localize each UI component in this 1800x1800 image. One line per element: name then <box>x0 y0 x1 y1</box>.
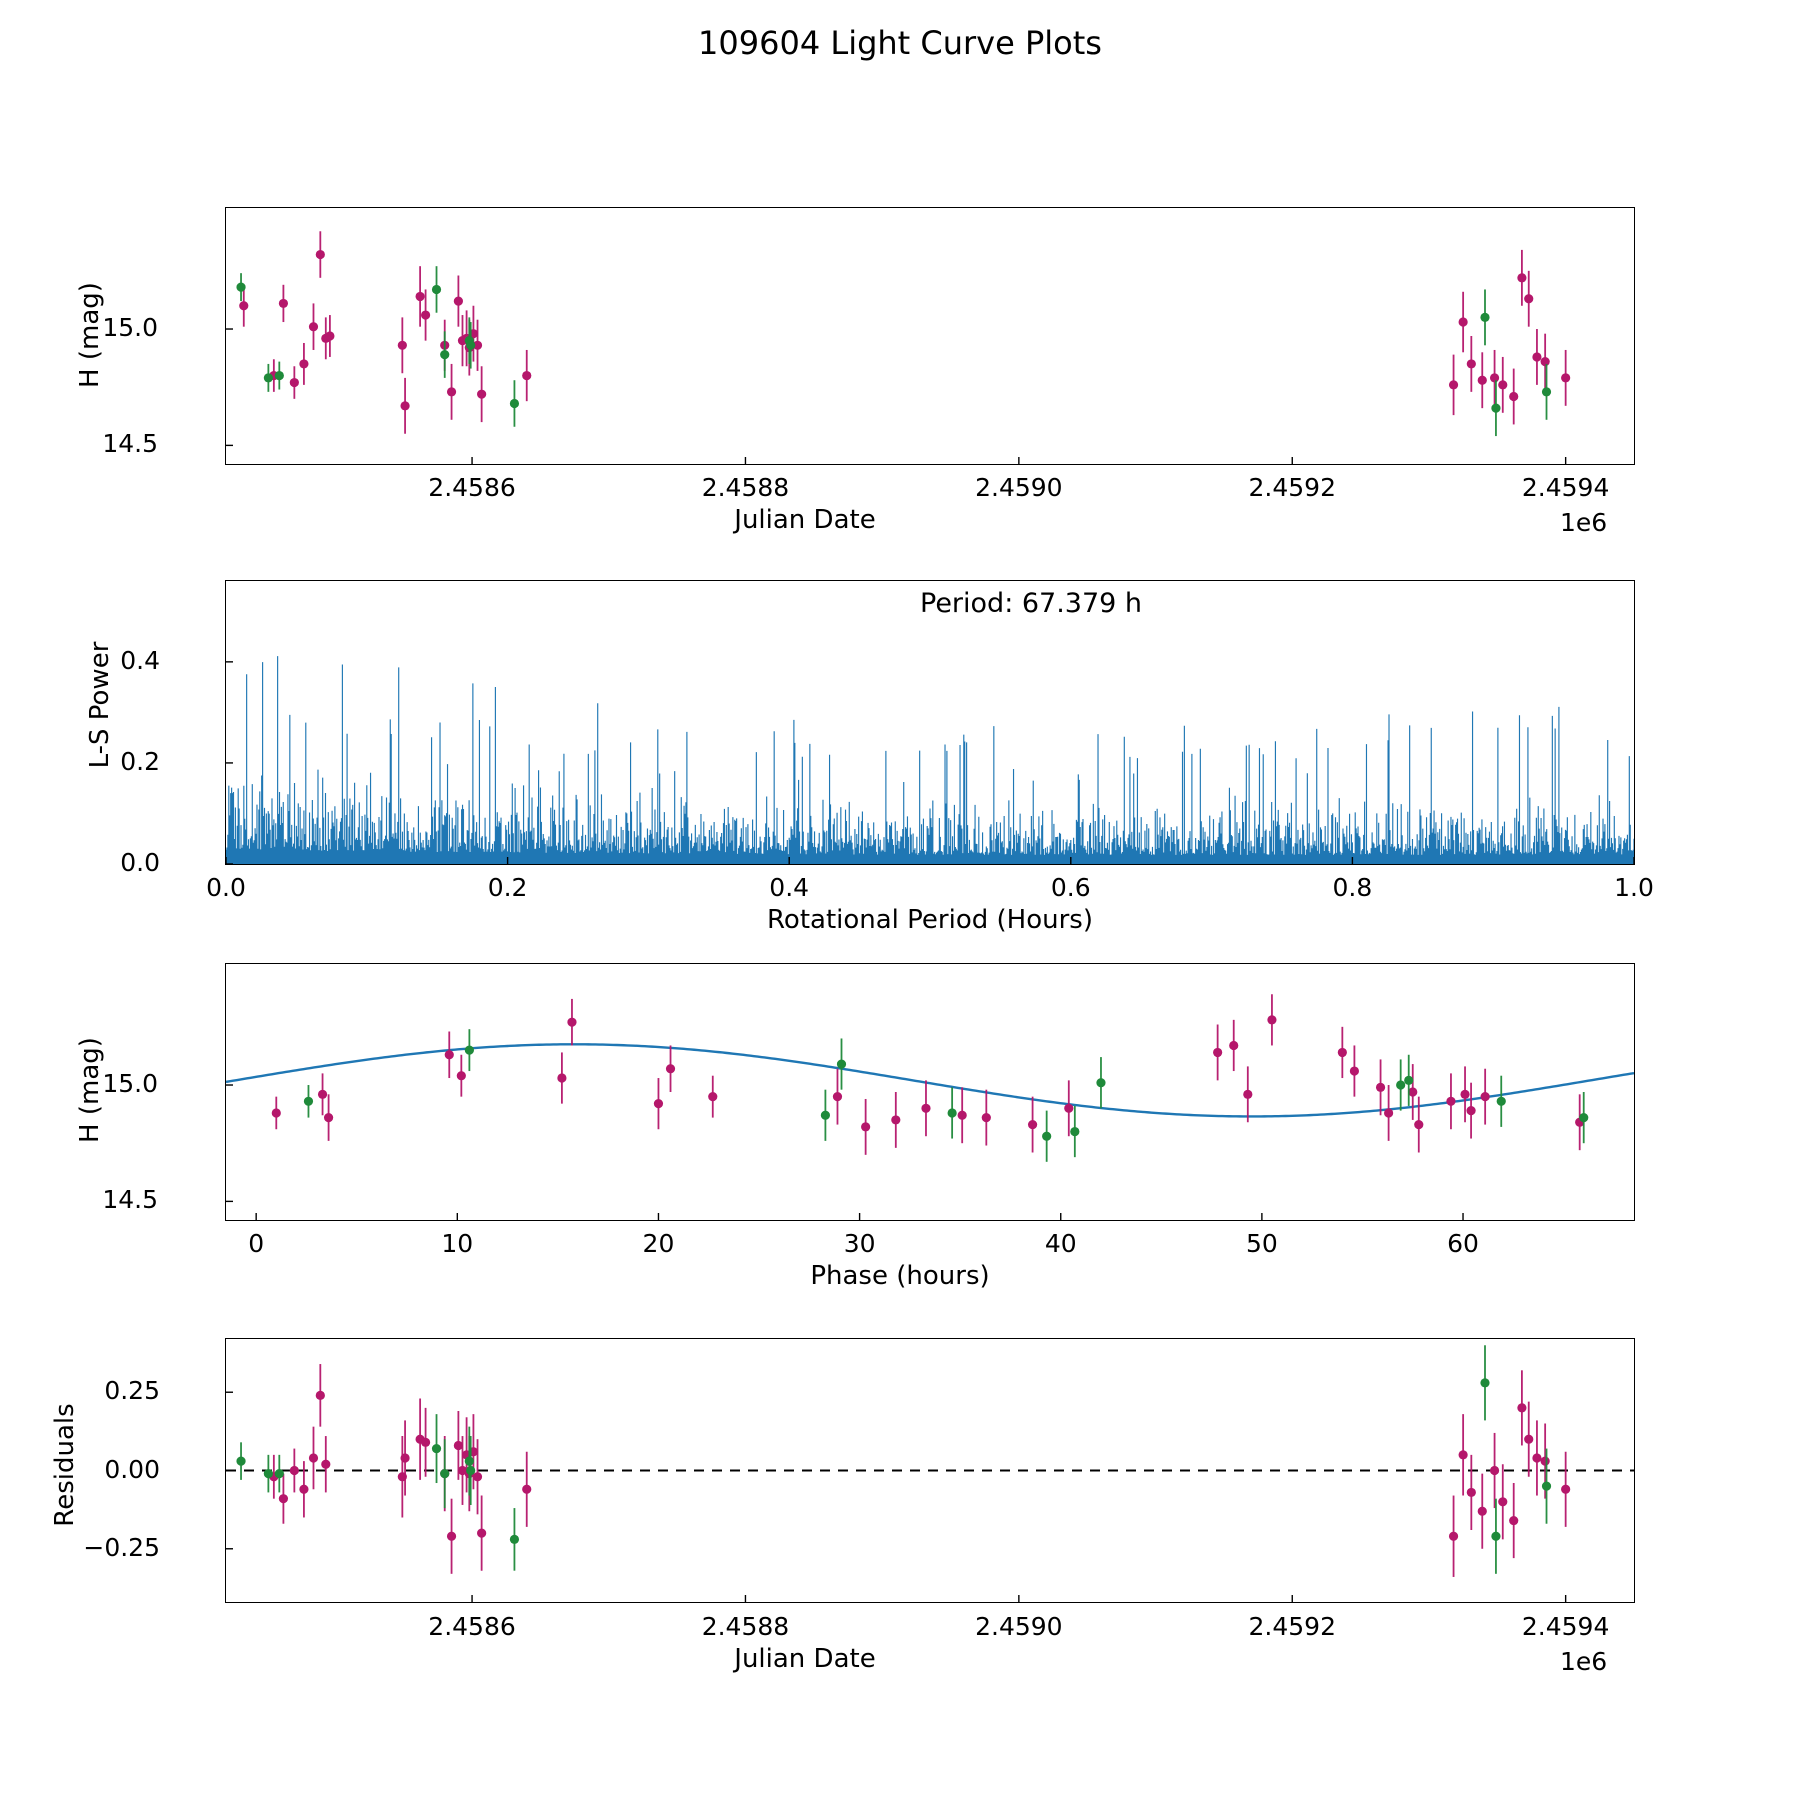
residuals-xtick-3: 2.4592 <box>1248 1612 1336 1641</box>
lightcurve-ylabel: H (mag) <box>75 282 105 388</box>
phasefold-xlabel: Phase (hours) <box>810 1261 990 1291</box>
periodogram-ylabel: L-S Power <box>85 641 115 769</box>
residuals-xtick-0: 2.4586 <box>428 1612 516 1641</box>
residuals-ytick-0: −0.25 <box>83 1532 160 1562</box>
lightcurve-panel <box>225 207 1635 465</box>
residuals-ytick-1: 0.00 <box>104 1454 160 1484</box>
periodogram-xtick-4: 0.8 <box>1332 873 1373 902</box>
periodogram-xlabel: Rotational Period (Hours) <box>767 905 1093 935</box>
lightcurve-ytick-0: 14.5 <box>102 429 158 459</box>
phasefold-panel <box>225 963 1635 1221</box>
residuals-ylabel: Residuals <box>50 1403 80 1527</box>
residuals-xtick-2: 2.4590 <box>975 1612 1063 1641</box>
periodogram-ytick-1: 0.2 <box>120 746 160 776</box>
periodogram-xtick-0: 0.0 <box>206 873 246 902</box>
lightcurve-xtick-0: 2.4586 <box>428 473 516 502</box>
residuals-ytick-2: 0.25 <box>104 1376 160 1406</box>
lightcurve-ytick-1: 15.0 <box>102 313 158 343</box>
periodogram-xtick-3: 0.6 <box>1050 873 1091 902</box>
lightcurve-xtick-2: 2.4590 <box>975 473 1063 502</box>
phasefold-xtick-5: 50 <box>1245 1229 1278 1258</box>
lightcurve-xtick-3: 2.4592 <box>1248 473 1336 502</box>
phasefold-xtick-6: 60 <box>1447 1229 1479 1258</box>
phasefold-ylabel: H (mag) <box>75 1037 105 1143</box>
residuals-xtick-4: 2.4594 <box>1521 1612 1610 1641</box>
periodogram-xtick-5: 1.0 <box>1614 873 1654 902</box>
lightcurve-xlabel: Julian Date <box>734 505 876 535</box>
periodogram-ytick-0: 0.0 <box>120 848 160 877</box>
phasefold-xtick-0: 0 <box>248 1229 265 1258</box>
periodogram-xtick-1: 0.2 <box>487 873 528 902</box>
phasefold-xtick-1: 10 <box>441 1229 474 1258</box>
lightcurve-xtick-4: 2.4594 <box>1521 473 1610 502</box>
periodogram-ytick-2: 0.4 <box>120 645 160 675</box>
period-annotation: Period: 67.379 h <box>920 588 1143 619</box>
phasefold-xtick-4: 40 <box>1044 1229 1077 1258</box>
periodogram-panel <box>225 580 1635 865</box>
lightcurve-xtick-1: 2.4588 <box>701 473 790 502</box>
phasefold-xtick-2: 20 <box>642 1229 675 1258</box>
residuals-x-offset: 1e6 <box>1560 1647 1608 1676</box>
residuals-xlabel: Julian Date <box>734 1644 876 1674</box>
phasefold-ytick-1: 15.0 <box>102 1069 158 1099</box>
phasefold-xtick-3: 30 <box>843 1229 876 1258</box>
figure-title: 109604 Light Curve Plots <box>698 24 1102 62</box>
periodogram-xtick-2: 0.4 <box>769 873 810 902</box>
residuals-xtick-1: 2.4588 <box>701 1612 790 1641</box>
phasefold-ytick-0: 14.5 <box>102 1185 158 1215</box>
residuals-panel <box>225 1338 1635 1603</box>
lightcurve-x-offset: 1e6 <box>1560 508 1608 537</box>
